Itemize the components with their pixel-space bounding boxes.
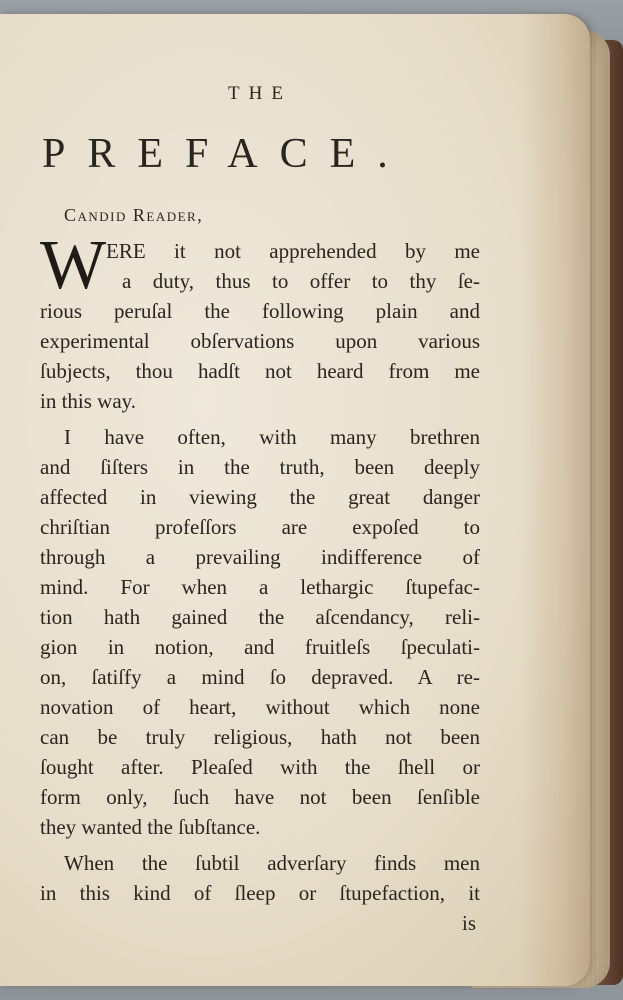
text-line: rious peruſal the following plain and — [40, 299, 480, 323]
text-line: can be truly religious, hath not been — [40, 725, 480, 749]
text-line: affected in viewing the great danger — [40, 485, 480, 509]
text-line: When the ſubtil adverſary finds men — [64, 851, 480, 875]
heading-title: PREFACE. — [42, 131, 410, 177]
drop-cap: W — [40, 227, 107, 304]
catchword: is — [461, 911, 476, 935]
text-line: novation of heart, without which none — [40, 695, 480, 719]
text-line: in this way. — [40, 389, 137, 413]
book-page — [0, 14, 590, 986]
text-line: gion in notion, and fruitleſs ſpeculati- — [40, 635, 480, 659]
text-line: on, ſatiſfy a mind ſo depraved. A re- — [40, 665, 480, 689]
heading-small: THE — [228, 83, 292, 104]
text-line: a duty, thus to offer to thy ſe- — [122, 269, 480, 293]
paragraph-2 — [40, 422, 480, 842]
text-line: and ſiſters in the truth, been deeply — [40, 455, 480, 479]
salutation: Candid Reader, — [64, 205, 204, 225]
text-line: tion hath gained the aſcendancy, reli- — [40, 605, 480, 629]
text-line: I have often, with many brethren — [64, 425, 480, 449]
text-block — [40, 80, 480, 938]
text-line: mind. For when a lethargic ſtupefac- — [40, 575, 480, 599]
text-line: ſubjects, thou hadſt not heard from me — [40, 359, 480, 383]
text-line: through a prevailing indifference of — [40, 545, 480, 569]
text-line: in this kind of ſleep or ſtupefaction, it — [40, 881, 480, 905]
paragraph-1 — [40, 227, 480, 416]
text-line: form only, ſuch have not been ſenſible — [40, 785, 480, 809]
text-line: chriſtian profeſſors are expoſed to — [40, 515, 480, 539]
text-line: ſought after. Pleaſed with the ſhell or — [40, 755, 480, 779]
text-line: experimental obſervations upon various — [40, 329, 480, 353]
text-line: they wanted the ſubſtance. — [40, 815, 261, 839]
paragraph-3 — [40, 848, 480, 908]
text-line: ERE it not apprehended by me — [106, 239, 480, 263]
